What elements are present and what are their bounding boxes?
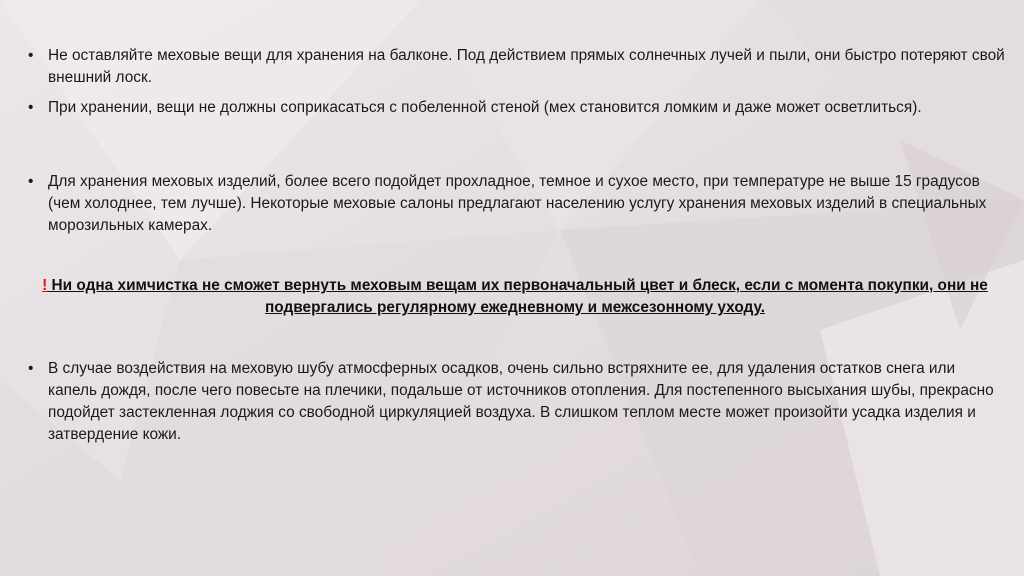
bullet-marker: • [28, 173, 34, 190]
bullet-text: Не оставляйте меховые вещи для хранения на балконе. Под действием прямых солнечных лучей и пыли, они быстро потеряют свой внешний лоск. [48, 47, 1005, 86]
warning-note [20, 275, 1010, 319]
bullet-list-bottom [28, 358, 1008, 446]
bullet-marker: • [28, 360, 34, 377]
bullet-text: Для хранения меховых изделий, более всего подойдет прохладное, темное и сухое место, при температуре не выше 15 градусов (чем холоднее, тем лучше). Некоторые меховые салоны предлагают населению услугу хранения меховых изделий в специальных морозильных камерах. [48, 173, 987, 234]
bullet-item-wall [28, 97, 1008, 119]
warning-exclamation: ! [42, 277, 48, 294]
bullet-marker: • [28, 99, 34, 116]
bullet-list-second [28, 97, 1008, 119]
bullet-item-balcony [28, 45, 1008, 89]
bullet-item-precipitation [28, 358, 1008, 446]
bullet-list-top [28, 45, 1008, 89]
bullet-text: При хранении, вещи не должны соприкасаться с побеленной стеной (мех становится ломким и даже может осветлиться). [48, 99, 922, 116]
bullet-text: В случае воздействия на меховую шубу атмосферных осадков, очень сильно встряхните ее, для удаления остатков снега или капель дождя, после чего повесьте на плечики, подальше от источников отопления. Для постепенного высыхания шубы, прекрасно подойдет застекленная лоджия со свободной циркуляцией воздуха. В слишком теплом месте может произойти усадка изделия и затвердение кожи. [48, 360, 994, 443]
bullet-list-third [28, 171, 1008, 237]
warning-text: Ни одна химчистка не сможет вернуть меховым вещам их первоначальный цвет и блеск, если с момента покупки, они не подвергались регулярному ежедневному и межсезонному уходу. [47, 277, 988, 316]
bullet-marker: • [28, 47, 34, 64]
bullet-item-storage [28, 171, 1008, 237]
